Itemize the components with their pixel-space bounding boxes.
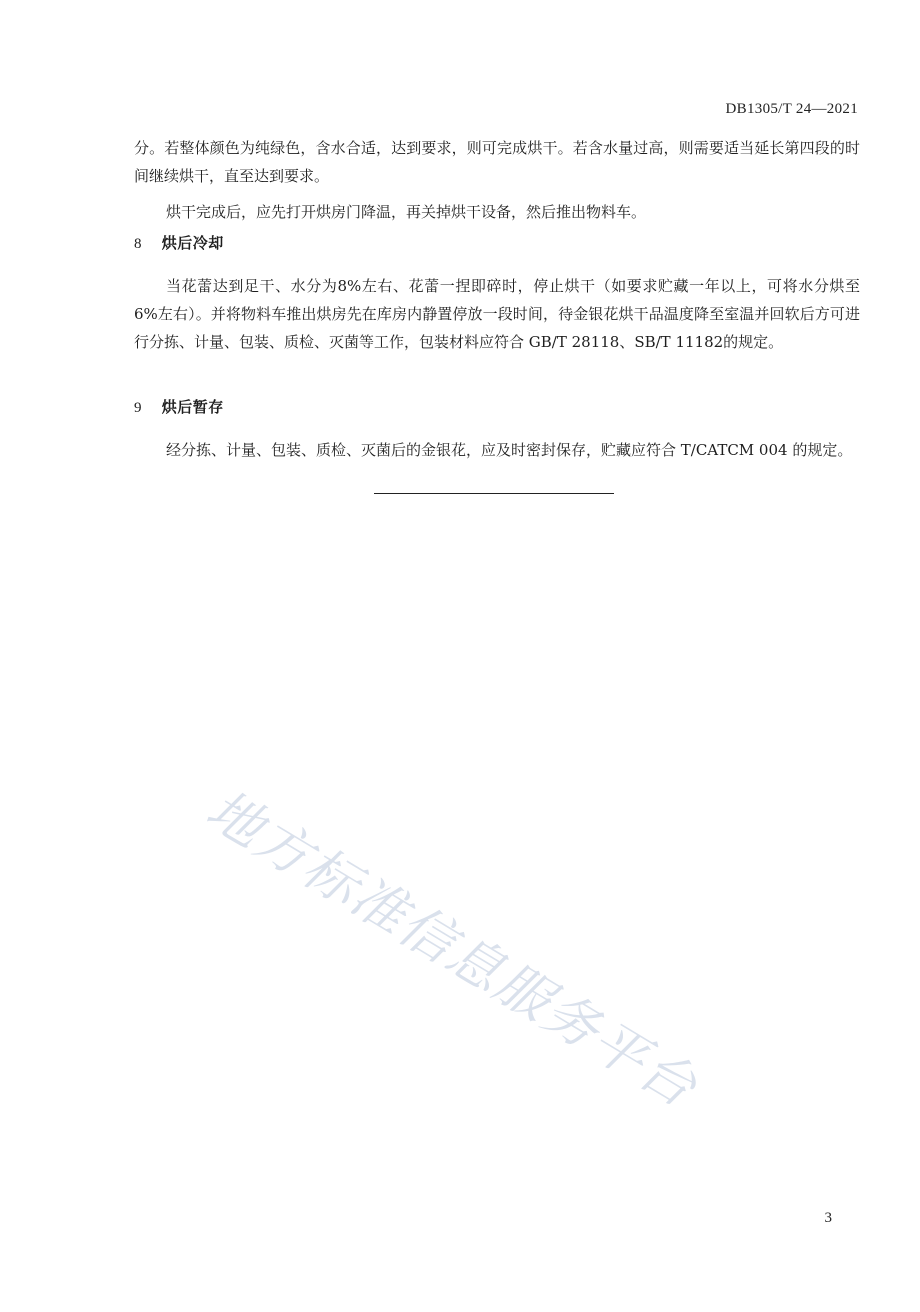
section-8-heading (134, 232, 224, 253)
section-9-body (134, 436, 860, 464)
section-8-body (134, 272, 860, 356)
section-7-continuation (134, 134, 860, 226)
section-9-heading (134, 396, 224, 417)
end-rule (374, 493, 614, 494)
watermark: 地方标准信息服务平台 (195, 777, 709, 1120)
paragraph-finish-drying: 烘干完成后，应先打开烘房门降温，再关掉烘干设备，然后推出物料车。 (166, 203, 647, 221)
section-8-paragraph: 当花蕾达到足干、水分为8%左右、花蕾一捏即碎时，停止烘干（如要求贮藏一年以上，可将水分烘至 6%左右）。并将物料车推出烘房先在库房内静置停放一段时间，待金银花烘干品温度降至室温并回软后方可进行分拣、计量、包装、质检、灭菌等工作，包装材料应符合 GB/T 28118、SB/T 11182的规定。 (134, 277, 860, 351)
section-8-number: 8 (134, 236, 142, 252)
section-9-title: 烘后暂存 (161, 398, 224, 416)
paragraph-continued: 分。若整体颜色为纯绿色，含水合适，达到要求，则可完成烘干。若含水量过高，则需要适当延长第四段的时间继续烘干，直至达到要求。 (134, 139, 860, 185)
page-number: 3 (824, 1210, 832, 1226)
section-9-number: 9 (134, 400, 142, 416)
standard-code: DB1305/T 24—2021 (725, 101, 858, 117)
section-9-paragraph: 经分拣、计量、包装、质检、灭菌后的金银花，应及时密封保存，贮藏应符合 T/CATCM 004 的规定。 (166, 441, 853, 459)
section-8-title: 烘后冷却 (161, 234, 224, 252)
